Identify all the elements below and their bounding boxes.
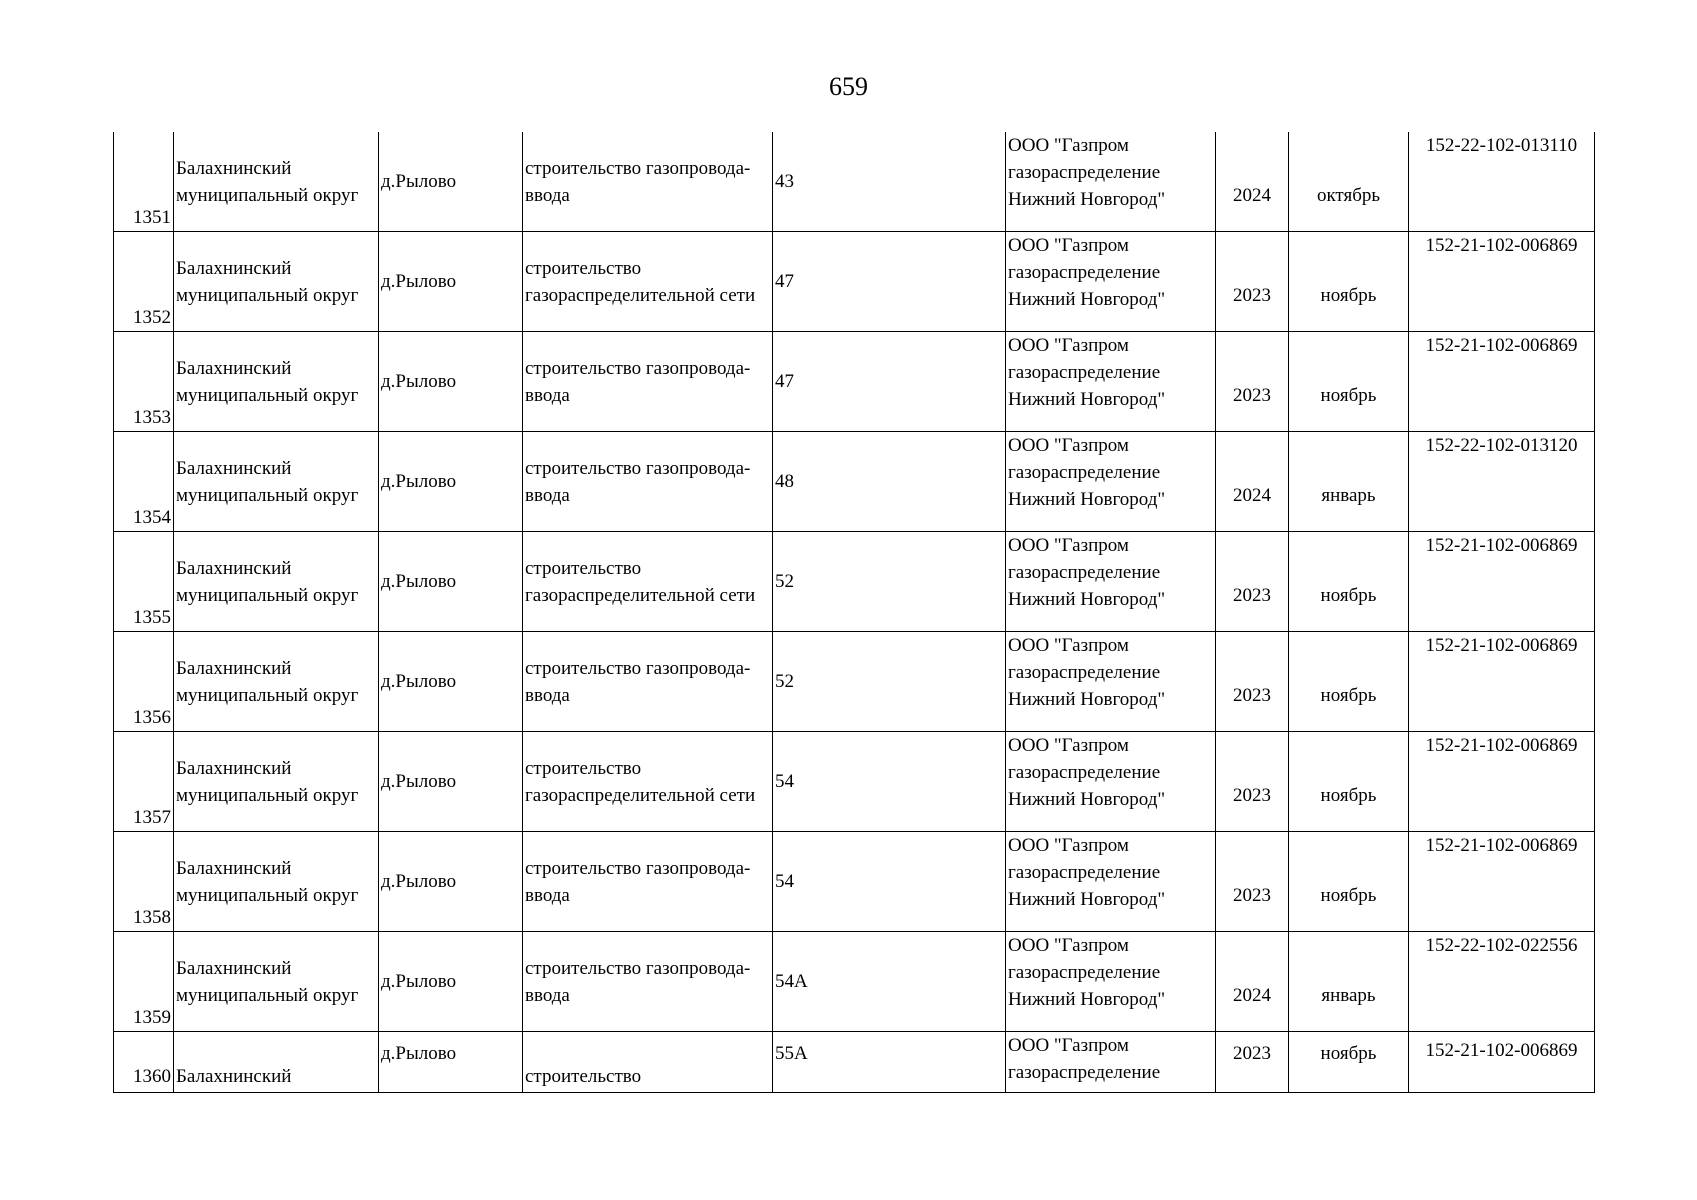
district-line: Балахнинский (176, 857, 292, 879)
village: д.Рылово (381, 871, 457, 892)
year: 2023 (1233, 585, 1271, 606)
organization-line: ООО "Газпром (1008, 335, 1129, 356)
work-type-line: газораспределительной сети (525, 784, 756, 806)
district-line: Балахнинский (176, 1065, 292, 1087)
organization-line: Нижний Новгород" (1008, 889, 1166, 910)
year: 2023 (1233, 385, 1271, 406)
month: ноябрь (1320, 1043, 1377, 1064)
village-cell (379, 832, 523, 932)
month-cell (1289, 732, 1409, 832)
table-row (114, 332, 1595, 432)
month-cell (1289, 832, 1409, 932)
house-number-cell (773, 432, 1006, 532)
table-row (114, 132, 1595, 232)
project-code: 152-21-102-006869 (1425, 1040, 1578, 1061)
district-line: муниципальный округ (176, 384, 359, 406)
organization-line: газораспределение (1008, 262, 1161, 283)
month-cell (1289, 932, 1409, 1032)
project-code: 152-21-102-006869 (1425, 235, 1578, 256)
row-number: 1357 (133, 807, 171, 828)
organization-line: газораспределение (1008, 862, 1161, 883)
village: д.Рылово (381, 171, 457, 192)
row-number-cell (114, 832, 174, 932)
work-type-line: строительство газопровода- (525, 957, 751, 979)
row-number-cell (114, 532, 174, 632)
organization-line: ООО "Газпром (1008, 735, 1129, 756)
house-number: 55А (775, 1043, 808, 1064)
row-number: 1352 (133, 307, 171, 328)
organization-line: ООО "Газпром (1008, 1035, 1129, 1056)
district-line: Балахнинский (176, 157, 292, 179)
organization-line: ООО "Газпром (1008, 935, 1129, 956)
work-type-line: строительство газопровода- (525, 657, 751, 679)
organization-line: газораспределение (1008, 962, 1161, 983)
work-type-cell (523, 832, 773, 932)
district-cell (174, 932, 379, 1032)
year: 2023 (1233, 885, 1271, 906)
code-cell (1409, 1032, 1595, 1093)
page-number: 659 (829, 72, 868, 101)
organization-line: ООО "Газпром (1008, 535, 1129, 556)
district-line: муниципальный округ (176, 984, 359, 1006)
organization-line: Нижний Новгород" (1008, 189, 1166, 210)
project-code: 152-22-102-013120 (1425, 435, 1578, 456)
house-number-cell (773, 1032, 1006, 1093)
district-line: муниципальный округ (176, 784, 359, 806)
work-type-line: ввода (525, 484, 570, 506)
house-number: 48 (775, 471, 794, 492)
organization-line: ООО "Газпром (1008, 635, 1129, 656)
row-number: 1353 (133, 407, 171, 428)
district-line: Балахнинский (176, 657, 292, 679)
work-type-line: газораспределительной сети (525, 584, 756, 606)
month-cell (1289, 632, 1409, 732)
organization-cell (1006, 332, 1216, 432)
work-type-cell (523, 632, 773, 732)
organization-line: ООО "Газпром (1008, 135, 1129, 156)
village: д.Рылово (381, 971, 457, 992)
row-number: 1354 (133, 507, 171, 528)
month-cell (1289, 332, 1409, 432)
work-type-cell (523, 932, 773, 1032)
district-line: Балахнинский (176, 357, 292, 379)
house-number: 47 (775, 371, 794, 392)
organization-line: Нижний Новгород" (1008, 489, 1166, 510)
year: 2023 (1233, 785, 1271, 806)
year-cell (1216, 432, 1289, 532)
district-line: муниципальный округ (176, 484, 359, 506)
house-number: 52 (775, 571, 794, 592)
organization-cell (1006, 132, 1216, 232)
district-line: муниципальный округ (176, 684, 359, 706)
month: ноябрь (1320, 785, 1377, 806)
month: ноябрь (1320, 685, 1377, 706)
organization-cell (1006, 232, 1216, 332)
village: д.Рылово (381, 771, 457, 792)
row-number: 1355 (133, 607, 171, 628)
code-cell (1409, 832, 1595, 932)
work-type-line: строительство (525, 757, 642, 779)
year: 2023 (1233, 1043, 1271, 1064)
code-cell (1409, 432, 1595, 532)
house-number-cell (773, 932, 1006, 1032)
month: январь (1321, 985, 1376, 1006)
code-cell (1409, 632, 1595, 732)
project-code: 152-21-102-006869 (1425, 735, 1578, 756)
code-cell (1409, 732, 1595, 832)
organization-line: газораспределение (1008, 162, 1161, 183)
district-cell (174, 532, 379, 632)
organization-line: газораспределение (1008, 762, 1161, 783)
row-number: 1358 (133, 907, 171, 928)
project-code: 152-21-102-006869 (1425, 835, 1578, 856)
table-body (114, 132, 1595, 1093)
month-cell (1289, 132, 1409, 232)
month: октябрь (1316, 185, 1381, 206)
work-type-cell (523, 432, 773, 532)
organization-cell (1006, 532, 1216, 632)
month: ноябрь (1320, 285, 1377, 306)
house-number: 52 (775, 671, 794, 692)
row-number-cell (114, 732, 174, 832)
organization-line: газораспределение (1008, 1062, 1161, 1083)
organization-cell (1006, 632, 1216, 732)
year-cell (1216, 832, 1289, 932)
organization-cell (1006, 832, 1216, 932)
district-cell (174, 632, 379, 732)
organization-line: газораспределение (1008, 662, 1161, 683)
row-number-cell (114, 432, 174, 532)
organization-line: Нижний Новгород" (1008, 689, 1166, 710)
work-type-cell (523, 1032, 773, 1093)
organization-cell (1006, 1032, 1216, 1093)
code-cell (1409, 332, 1595, 432)
organization-line: Нижний Новгород" (1008, 789, 1166, 810)
year-cell (1216, 332, 1289, 432)
village-cell (379, 332, 523, 432)
year-cell (1216, 532, 1289, 632)
house-number-cell (773, 132, 1006, 232)
work-type-line: строительство газопровода- (525, 357, 751, 379)
year: 2024 (1233, 185, 1271, 206)
project-code: 152-22-102-022556 (1425, 935, 1578, 956)
row-number-cell (114, 932, 174, 1032)
work-type-line: строительство (525, 257, 642, 279)
year-cell (1216, 932, 1289, 1032)
project-code: 152-21-102-006869 (1425, 335, 1578, 356)
row-number: 1359 (133, 1007, 171, 1028)
project-code: 152-21-102-006869 (1425, 535, 1578, 556)
village-cell (379, 632, 523, 732)
district-line: муниципальный округ (176, 184, 359, 206)
work-type-line: ввода (525, 684, 570, 706)
district-line: Балахнинский (176, 557, 292, 579)
month: ноябрь (1320, 385, 1377, 406)
house-number-cell (773, 532, 1006, 632)
month: ноябрь (1320, 885, 1377, 906)
work-type-line: строительство (525, 1065, 642, 1087)
work-type-line: строительство газопровода- (525, 157, 751, 179)
row-number-cell (114, 332, 174, 432)
district-line: Балахнинский (176, 257, 292, 279)
district-line: муниципальный округ (176, 884, 359, 906)
organization-line: Нижний Новгород" (1008, 589, 1166, 610)
district-cell (174, 832, 379, 932)
work-type-line: ввода (525, 384, 570, 406)
row-number-cell (114, 232, 174, 332)
district-cell (174, 432, 379, 532)
district-cell (174, 132, 379, 232)
table-row (114, 232, 1595, 332)
village: д.Рылово (381, 671, 457, 692)
village: д.Рылово (381, 371, 457, 392)
table-row (114, 932, 1595, 1032)
year: 2024 (1233, 985, 1271, 1006)
district-line: муниципальный округ (176, 584, 359, 606)
district-line: муниципальный округ (176, 284, 359, 306)
work-type-cell (523, 232, 773, 332)
month-cell (1289, 232, 1409, 332)
code-cell (1409, 132, 1595, 232)
gasification-table (113, 132, 1595, 1093)
work-type-cell (523, 732, 773, 832)
project-code: 152-21-102-006869 (1425, 635, 1578, 656)
table-row (114, 532, 1595, 632)
month-cell (1289, 432, 1409, 532)
house-number: 43 (775, 171, 794, 192)
organization-line: газораспределение (1008, 462, 1161, 483)
house-number: 54 (775, 771, 794, 792)
work-type-line: строительство газопровода- (525, 457, 751, 479)
year-cell (1216, 632, 1289, 732)
organization-line: газораспределение (1008, 562, 1161, 583)
village-cell (379, 932, 523, 1032)
village-cell (379, 1032, 523, 1093)
row-number-cell (114, 1032, 174, 1093)
month-cell (1289, 1032, 1409, 1093)
row-number: 1351 (133, 207, 171, 228)
row-number-cell (114, 632, 174, 732)
village: д.Рылово (381, 571, 457, 592)
village: д.Рылово (381, 471, 457, 492)
year-cell (1216, 232, 1289, 332)
month: ноябрь (1320, 585, 1377, 606)
district-cell (174, 1032, 379, 1093)
village-cell (379, 732, 523, 832)
district-line: Балахнинский (176, 457, 292, 479)
row-number: 1360 (133, 1065, 171, 1087)
house-number-cell (773, 232, 1006, 332)
organization-cell (1006, 732, 1216, 832)
work-type-line: ввода (525, 884, 570, 906)
village: д.Рылово (381, 271, 457, 292)
organization-line: Нижний Новгород" (1008, 289, 1166, 310)
house-number: 54 (775, 871, 794, 892)
row-number: 1356 (133, 707, 171, 728)
district-line: Балахнинский (176, 957, 292, 979)
village-cell (379, 532, 523, 632)
organization-line: Нижний Новгород" (1008, 389, 1166, 410)
work-type-cell (523, 132, 773, 232)
year-cell (1216, 732, 1289, 832)
village-cell (379, 232, 523, 332)
table-row (114, 432, 1595, 532)
code-cell (1409, 532, 1595, 632)
work-type-line: ввода (525, 184, 570, 206)
house-number-cell (773, 332, 1006, 432)
district-cell (174, 732, 379, 832)
year: 2023 (1233, 685, 1271, 706)
organization-line: Нижний Новгород" (1008, 989, 1166, 1010)
year: 2024 (1233, 485, 1271, 506)
year-cell (1216, 132, 1289, 232)
table-row (114, 832, 1595, 932)
table-row (114, 632, 1595, 732)
district-line: Балахнинский (176, 757, 292, 779)
house-number-cell (773, 832, 1006, 932)
work-type-cell (523, 532, 773, 632)
organization-line: газораспределение (1008, 362, 1161, 383)
village-cell (379, 432, 523, 532)
village: д.Рылово (381, 1043, 457, 1064)
work-type-line: строительство газопровода- (525, 857, 751, 879)
house-number: 47 (775, 271, 794, 292)
organization-cell (1006, 932, 1216, 1032)
district-cell (174, 332, 379, 432)
house-number-cell (773, 632, 1006, 732)
organization-cell (1006, 432, 1216, 532)
village-cell (379, 132, 523, 232)
organization-line: ООО "Газпром (1008, 235, 1129, 256)
work-type-line: ввода (525, 984, 570, 1006)
table-row (114, 1032, 1595, 1093)
organization-line: ООО "Газпром (1008, 435, 1129, 456)
project-code: 152-22-102-013110 (1425, 135, 1578, 156)
work-type-cell (523, 332, 773, 432)
year-cell (1216, 1032, 1289, 1093)
house-number: 54А (775, 971, 808, 992)
table-row (114, 732, 1595, 832)
house-number-cell (773, 732, 1006, 832)
month: январь (1321, 485, 1376, 506)
code-cell (1409, 232, 1595, 332)
row-number-cell (114, 132, 174, 232)
year: 2023 (1233, 285, 1271, 306)
code-cell (1409, 932, 1595, 1032)
month-cell (1289, 532, 1409, 632)
work-type-line: газораспределительной сети (525, 284, 756, 306)
work-type-line: строительство (525, 557, 642, 579)
organization-line: ООО "Газпром (1008, 835, 1129, 856)
district-cell (174, 232, 379, 332)
